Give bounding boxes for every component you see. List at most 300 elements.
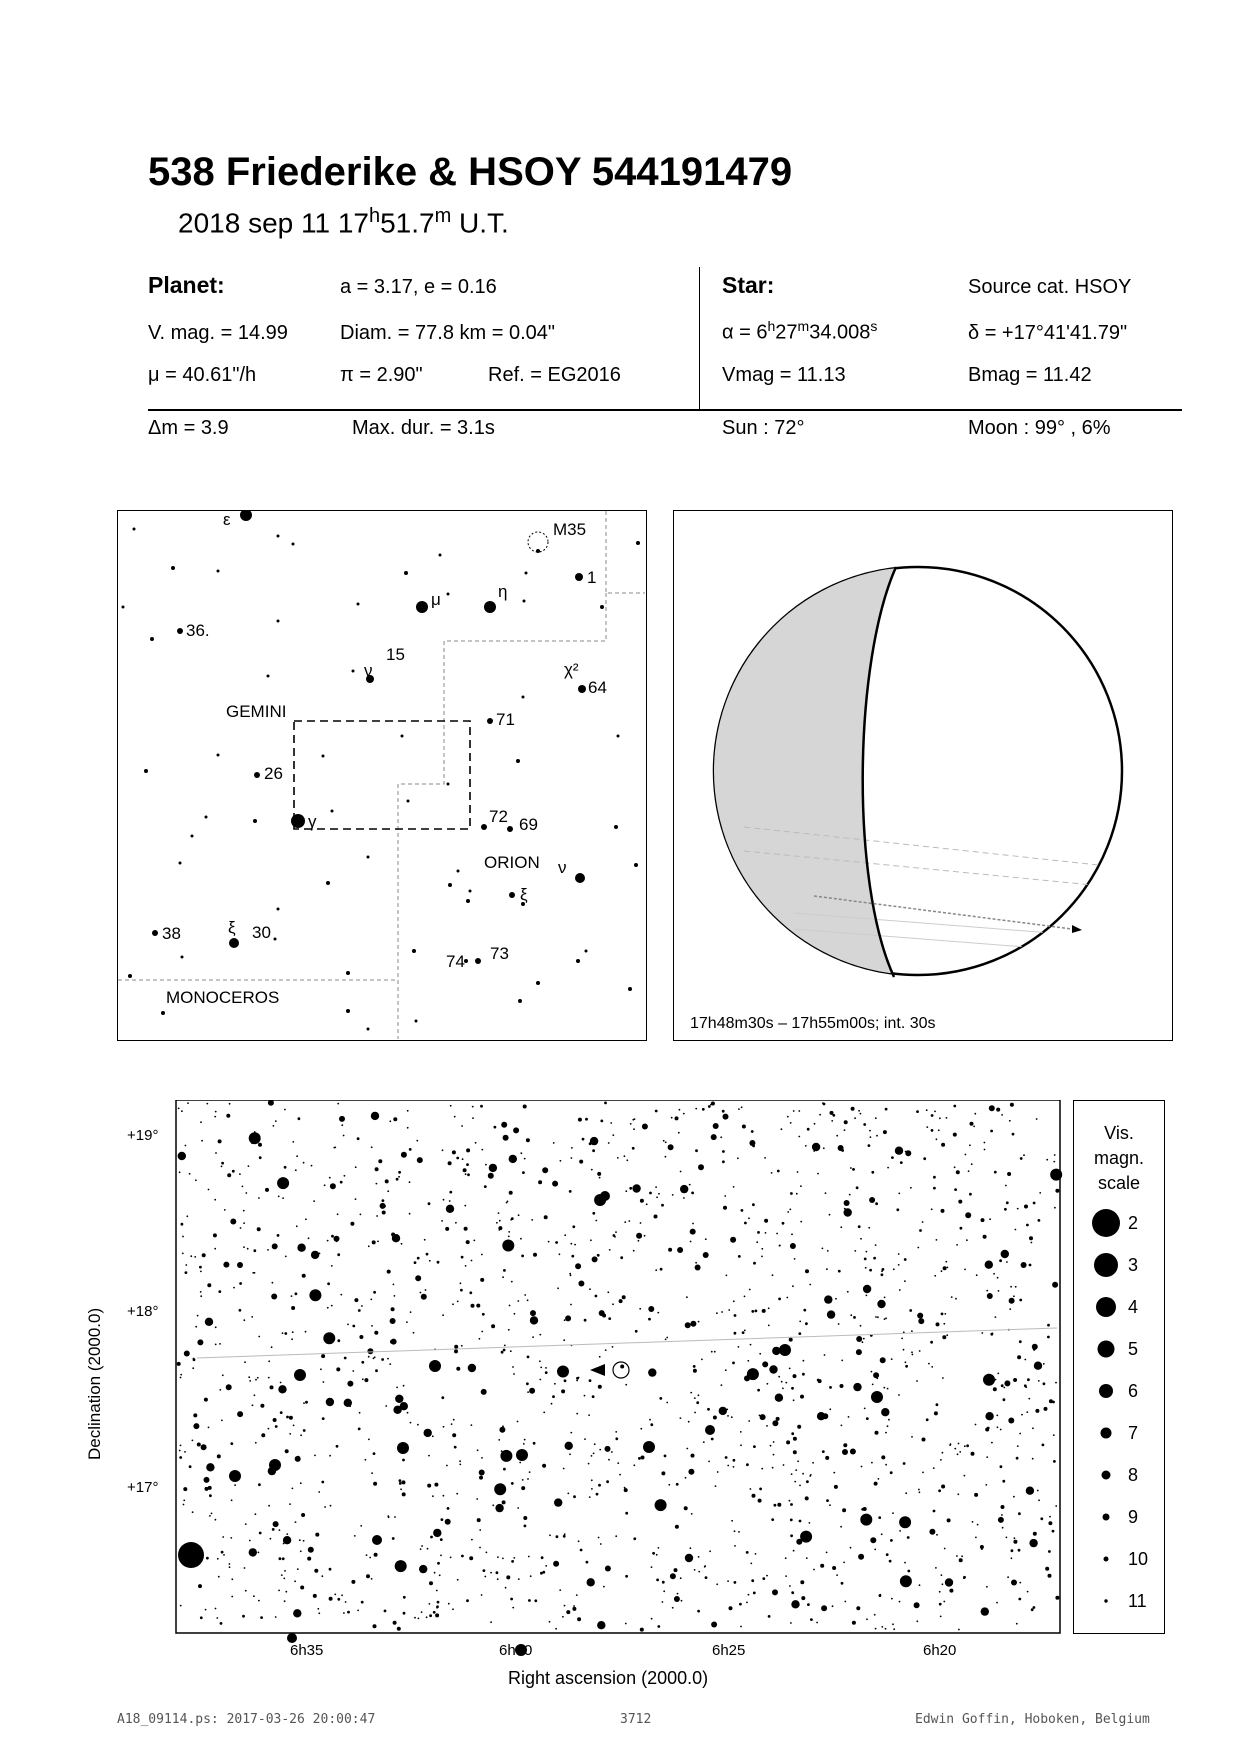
tick-ra-620: 6h20 — [923, 1642, 957, 1659]
bright-star — [600, 1191, 610, 1201]
field-star — [1001, 1505, 1005, 1509]
field-star — [578, 1118, 582, 1122]
field-star — [556, 1535, 559, 1538]
field-star — [966, 1239, 968, 1241]
field-star — [200, 1295, 202, 1297]
field-star — [373, 1624, 377, 1628]
field-star — [257, 1377, 259, 1379]
field-star — [244, 1361, 246, 1363]
field-star — [481, 1594, 483, 1596]
field-star — [734, 1581, 737, 1584]
field-star — [956, 1170, 960, 1174]
field-star — [382, 1211, 386, 1215]
legend-mag-5: 5 — [1128, 1339, 1139, 1359]
field-star — [223, 1554, 225, 1556]
field-star — [863, 1285, 871, 1293]
field-star — [984, 1142, 986, 1144]
field-star — [625, 1623, 627, 1625]
field-star — [813, 1150, 815, 1152]
field-star — [374, 1331, 378, 1335]
field-star — [795, 1469, 797, 1471]
field-star — [677, 1247, 683, 1253]
field-star — [716, 1583, 718, 1585]
field-star — [297, 1244, 305, 1252]
field-star — [561, 1389, 565, 1393]
field-star — [793, 1550, 795, 1552]
field-star — [833, 1472, 835, 1474]
legend-title-3: scale — [1097, 1173, 1141, 1193]
field-star — [450, 1105, 452, 1107]
field-star — [945, 1578, 953, 1586]
field-star — [794, 1258, 796, 1260]
field-star — [877, 1300, 885, 1308]
field-star — [580, 1549, 583, 1552]
field-star — [823, 1147, 825, 1149]
field-star — [844, 1208, 846, 1210]
field-star — [472, 1117, 474, 1119]
field-star — [624, 1221, 626, 1223]
field-star — [277, 1234, 280, 1237]
field-star — [868, 1289, 871, 1292]
field-star — [347, 1611, 350, 1614]
field-star — [840, 1384, 844, 1388]
field-star — [368, 1245, 370, 1247]
field-star — [936, 1322, 940, 1326]
field-star — [963, 1577, 965, 1579]
field-star — [884, 1318, 886, 1320]
field-star — [757, 1231, 760, 1234]
field-star — [496, 1571, 499, 1574]
field-star — [798, 1332, 801, 1335]
field-star — [646, 1203, 648, 1205]
field-star — [492, 1504, 494, 1506]
field-star — [997, 1277, 999, 1279]
field-star — [554, 1498, 562, 1506]
field-star — [454, 1446, 457, 1449]
field-star — [273, 1418, 277, 1422]
field-star — [358, 1428, 361, 1431]
field-star — [567, 1493, 569, 1495]
field-star — [954, 1448, 956, 1450]
field-star — [255, 1442, 257, 1444]
field-star — [258, 1197, 260, 1199]
field-star — [941, 1313, 944, 1316]
field-star — [1053, 1460, 1056, 1463]
field-star — [303, 1540, 305, 1542]
field-star — [802, 1373, 805, 1376]
field-star — [986, 1456, 988, 1458]
field-star — [1001, 1114, 1003, 1116]
field-star — [481, 1149, 483, 1151]
field-star — [688, 1421, 690, 1423]
field-star — [190, 1255, 192, 1257]
field-star — [822, 1450, 825, 1453]
field-star — [551, 1403, 553, 1405]
field-star — [570, 1432, 572, 1434]
field-star — [841, 1360, 843, 1362]
field-star — [278, 1590, 280, 1592]
field-star — [519, 1462, 521, 1464]
field-star — [838, 1323, 840, 1325]
field-star — [343, 1135, 345, 1137]
field-star — [373, 1482, 377, 1486]
field-star — [529, 1471, 531, 1473]
field-star — [180, 1374, 182, 1376]
field-star — [777, 1503, 781, 1507]
field-star — [772, 1420, 778, 1426]
field-star — [764, 1157, 766, 1159]
field-star — [291, 1295, 293, 1297]
field-star — [864, 1258, 867, 1261]
field-star — [727, 1415, 729, 1417]
field-star — [435, 1613, 439, 1617]
field-star — [406, 1321, 408, 1323]
field-star — [826, 1499, 829, 1502]
field-star — [966, 1444, 969, 1447]
field-star — [500, 1450, 512, 1462]
field-star — [528, 1599, 531, 1602]
field-star — [703, 1441, 705, 1443]
field-star — [619, 1299, 623, 1303]
field-star — [589, 1288, 591, 1290]
field-star — [818, 1379, 822, 1383]
field-star — [517, 1300, 519, 1302]
field-star — [630, 1123, 632, 1125]
field-star — [231, 1578, 233, 1580]
field-star — [994, 1171, 997, 1174]
field-star — [261, 1433, 265, 1437]
field-star — [853, 1316, 856, 1319]
field-star — [807, 1603, 810, 1606]
field-star — [442, 1149, 444, 1151]
field-star — [854, 1250, 856, 1252]
footer-page-number: 3712 — [620, 1712, 652, 1727]
field-star — [734, 1314, 737, 1317]
field-star — [222, 1374, 224, 1376]
field-star — [612, 1346, 614, 1348]
field-star — [387, 1270, 391, 1274]
field-star — [201, 1140, 203, 1142]
field-star — [201, 1444, 207, 1450]
field-star — [427, 1484, 431, 1488]
field-star — [311, 1251, 319, 1259]
field-star — [738, 1255, 741, 1258]
field-star — [592, 1149, 595, 1152]
field-star — [402, 1480, 406, 1484]
field-star — [693, 1369, 697, 1373]
field-star — [476, 1304, 480, 1308]
field-star — [472, 1106, 474, 1108]
star-right-ascension: $\alpha = 6^h27^m34.008^s$ — [722, 318, 878, 344]
field-star — [371, 1578, 373, 1580]
field-star — [881, 1455, 885, 1459]
field-star — [360, 1525, 362, 1527]
field-star — [917, 1247, 919, 1249]
field-star — [393, 1621, 397, 1625]
field-star — [598, 1385, 602, 1389]
field-star — [459, 1460, 461, 1462]
field-star — [292, 1141, 294, 1143]
field-star — [817, 1173, 819, 1175]
field-star — [307, 1557, 311, 1561]
field-star — [679, 1109, 681, 1111]
field-star — [752, 1141, 755, 1144]
field-star — [200, 1291, 202, 1293]
field-star — [726, 1275, 728, 1277]
field-star — [1012, 1133, 1015, 1136]
field-star — [934, 1111, 936, 1113]
field-star — [341, 1124, 343, 1126]
legend-mag-9: 9 — [1128, 1507, 1139, 1527]
field-star — [772, 1274, 774, 1276]
field-star — [221, 1551, 224, 1554]
field-star — [802, 1473, 804, 1475]
field-star — [813, 1569, 815, 1571]
field-star — [532, 1336, 534, 1338]
field-star — [781, 1128, 783, 1130]
field-star — [779, 1245, 781, 1247]
field-star — [742, 1125, 746, 1129]
field-star — [336, 1367, 340, 1371]
bright-star — [516, 1449, 528, 1461]
field-star — [942, 1335, 946, 1339]
field-star — [956, 1555, 958, 1557]
field-star — [732, 1362, 735, 1365]
field-star — [503, 1135, 509, 1141]
field-star — [437, 1601, 440, 1604]
field-star — [944, 1313, 946, 1315]
field-star — [698, 1164, 704, 1170]
field-star — [1024, 1384, 1027, 1387]
planet-heading: Planet: — [148, 272, 225, 298]
field-star — [178, 1152, 186, 1160]
field-star — [189, 1173, 191, 1175]
field-star — [995, 1316, 997, 1318]
field-star — [957, 1453, 959, 1455]
field-star — [498, 1439, 500, 1441]
field-star — [594, 1443, 596, 1445]
field-star — [969, 1144, 971, 1146]
field-star — [753, 1445, 756, 1448]
field-star — [826, 1552, 828, 1554]
field-star — [727, 1580, 729, 1582]
field-star — [1032, 1344, 1038, 1350]
field-star — [881, 1626, 883, 1628]
field-star — [844, 1129, 846, 1131]
field-star — [254, 1272, 256, 1274]
star-chart-canvas — [85, 1100, 1185, 1660]
field-star — [430, 1536, 433, 1539]
field-star — [324, 1506, 326, 1508]
field-star — [721, 1384, 723, 1386]
field-star — [289, 1433, 291, 1435]
field-star — [347, 1324, 349, 1326]
field-star — [514, 1313, 516, 1315]
field-star — [296, 1225, 298, 1227]
field-star — [1019, 1299, 1022, 1302]
field-star — [596, 1493, 599, 1496]
field-star — [691, 1454, 695, 1458]
field-star — [441, 1220, 443, 1222]
field-star — [1009, 1298, 1015, 1304]
field-star — [881, 1360, 883, 1362]
field-star — [886, 1553, 889, 1556]
field-star — [300, 1434, 302, 1436]
field-star — [302, 1274, 306, 1278]
field-star — [624, 1488, 628, 1492]
field-star — [710, 1104, 712, 1106]
field-star — [200, 1121, 202, 1123]
field-star — [1049, 1516, 1051, 1518]
field-star — [731, 1416, 733, 1418]
field-star — [1044, 1407, 1048, 1411]
field-star — [861, 1466, 863, 1468]
field-star — [289, 1503, 291, 1505]
field-star — [524, 1439, 526, 1441]
field-star — [655, 1499, 667, 1511]
field-star — [856, 1336, 862, 1342]
field-star — [193, 1423, 199, 1429]
field-star — [722, 1150, 725, 1153]
field-star — [578, 1281, 584, 1287]
field-star — [293, 1609, 301, 1617]
field-star — [248, 1165, 250, 1167]
field-star — [434, 1572, 436, 1574]
field-star — [949, 1444, 951, 1446]
field-star — [854, 1117, 856, 1119]
field-star — [615, 1437, 618, 1440]
field-star — [654, 1215, 658, 1219]
field-star — [229, 1566, 231, 1568]
ra-ticks — [290, 1642, 956, 1659]
field-star — [806, 1557, 808, 1559]
field-star — [849, 1194, 851, 1196]
field-star — [690, 1547, 692, 1549]
field-star — [523, 1516, 527, 1520]
field-star — [685, 1554, 693, 1562]
field-star — [1015, 1229, 1017, 1231]
legend-mag-6: 6 — [1128, 1381, 1139, 1401]
field-star — [612, 1134, 614, 1136]
field-star — [945, 1261, 947, 1263]
field-star — [836, 1135, 838, 1137]
field-star — [753, 1262, 756, 1265]
field-star — [993, 1273, 995, 1275]
field-star — [371, 1146, 373, 1148]
field-star — [588, 1463, 590, 1465]
event-datetime: 2018 sep 11 17$^h$51.7$^m$ U.T. — [178, 205, 509, 239]
tick-dec-18: +18° — [127, 1303, 159, 1320]
field-star — [460, 1282, 462, 1284]
field-star — [858, 1225, 861, 1228]
field-star — [251, 1316, 253, 1318]
field-star — [819, 1114, 821, 1116]
field-star — [771, 1518, 774, 1521]
field-star — [177, 1362, 181, 1366]
field-star — [703, 1252, 709, 1258]
field-star — [380, 1203, 386, 1209]
field-star — [479, 1476, 483, 1480]
field-star — [336, 1445, 339, 1448]
field-star — [851, 1107, 855, 1111]
field-star — [796, 1193, 798, 1195]
planet-parallax: π = 2.90" — [340, 364, 423, 386]
field-star — [922, 1472, 924, 1474]
field-star — [272, 1282, 274, 1284]
field-star — [377, 1241, 379, 1243]
field-star — [273, 1125, 275, 1127]
field-star — [389, 1120, 391, 1122]
field-star — [993, 1387, 997, 1391]
field-star — [565, 1315, 571, 1321]
field-star — [503, 1468, 506, 1471]
field-star — [271, 1346, 273, 1348]
field-star — [1037, 1490, 1039, 1492]
field-star — [620, 1256, 623, 1259]
field-star — [696, 1401, 699, 1404]
field-star — [534, 1599, 537, 1602]
field-star — [292, 1331, 294, 1333]
label-74: 74 — [446, 952, 465, 971]
field-star — [762, 1361, 768, 1367]
field-star — [557, 1366, 569, 1378]
planet-motion: μ = 40.61"/h — [148, 364, 257, 386]
field-star — [666, 1402, 668, 1404]
field-star — [372, 1240, 376, 1244]
field-star — [300, 1550, 302, 1552]
finder-chart-canvas — [118, 511, 645, 1039]
field-star — [892, 1623, 894, 1625]
field-star — [840, 1226, 842, 1228]
field-star — [520, 1238, 522, 1240]
field-star — [1016, 1457, 1019, 1460]
field-star — [540, 1367, 542, 1369]
bright-star — [871, 1391, 883, 1403]
field-star — [940, 1616, 942, 1618]
field-star — [344, 1175, 346, 1177]
field-star — [761, 1256, 763, 1258]
field-star — [898, 1253, 900, 1255]
field-star — [875, 1117, 877, 1119]
field-star — [595, 1295, 598, 1298]
field-star — [975, 1537, 977, 1539]
field-star — [738, 1108, 740, 1110]
field-star — [497, 1556, 499, 1558]
field-star — [787, 1116, 789, 1118]
field-star — [277, 1177, 289, 1189]
field-star — [331, 1265, 333, 1267]
field-star — [791, 1591, 794, 1594]
field-star — [875, 1431, 879, 1435]
field-star — [909, 1309, 912, 1312]
field-star — [752, 1203, 755, 1206]
field-star — [597, 1621, 605, 1629]
field-star — [947, 1267, 949, 1269]
field-star — [798, 1136, 800, 1138]
field-star — [253, 1595, 255, 1597]
field-star — [1054, 1154, 1056, 1156]
field-star — [992, 1333, 994, 1335]
field-star — [570, 1304, 572, 1306]
field-star — [890, 1471, 893, 1474]
field-star — [974, 1113, 976, 1115]
field-star — [777, 1170, 780, 1173]
field-star — [490, 1621, 492, 1623]
field-star — [349, 1405, 351, 1407]
field-star — [281, 1574, 283, 1576]
field-star — [329, 1455, 331, 1457]
field-star — [749, 1289, 751, 1291]
